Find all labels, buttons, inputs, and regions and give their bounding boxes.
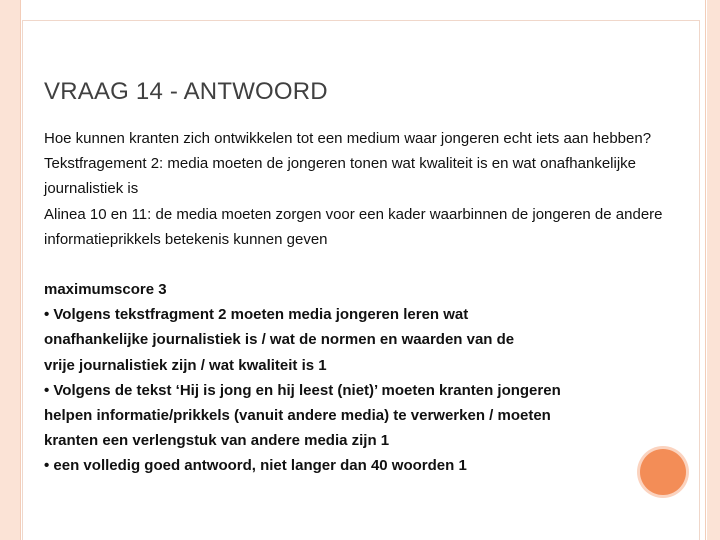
score-heading: maximumscore 3 [44,281,167,299]
bullet-2-line-2: helpen informatie/prikkels (vanuit andere media) te verwerken / moeten [44,407,551,425]
bullet-1-line-1: • Volgens tekstfragment 2 moeten media jongeren leren wat [44,306,469,324]
decorative-circle [640,449,686,495]
card-border-right [699,20,700,540]
fragment-2-text: Tekstfragement 2: media moeten de jongeren tonen wat kwaliteit is en wat onafhankelijke journalistiek is [44,155,637,198]
bullet-1-line-2: onafhankelijke journalistiek is / wat de normen en waarden van de [44,331,515,349]
bullet-2-line-1: • Volgens de tekst ‘Hij is jong en hij leest (niet)’ moeten kranten jongeren [44,381,561,399]
question-text: Hoe kunnen kranten zich ontwikkelen tot een medium waar jongeren echt iets aan hebben? [44,130,652,147]
bullet-2-line-3: kranten een verlengstuk van andere media zijn 1 [44,432,390,450]
bullet-3-line-1: • een volledig goed antwoord, niet langer dan 40 woorden 1 [44,457,467,475]
right-decorative-band [707,0,720,540]
right-divider-line [705,0,706,540]
slide-content [44,126,684,479]
slide-title: VRAAG 14 - ANTWOORD [44,78,328,105]
alinea-text: Alinea 10 en 11: de media moeten zorgen voor een kader waarbinnen de jongeren de andere informatieprikkels betekenis kunnen geven [44,205,663,248]
paragraph-gap [44,252,684,277]
card-border-left [22,20,23,540]
bullet-1-line-3: vrije journalistiek zijn / wat kwaliteit is 1 [44,356,327,374]
card-border-top [22,20,700,21]
left-decorative-band [0,0,20,540]
